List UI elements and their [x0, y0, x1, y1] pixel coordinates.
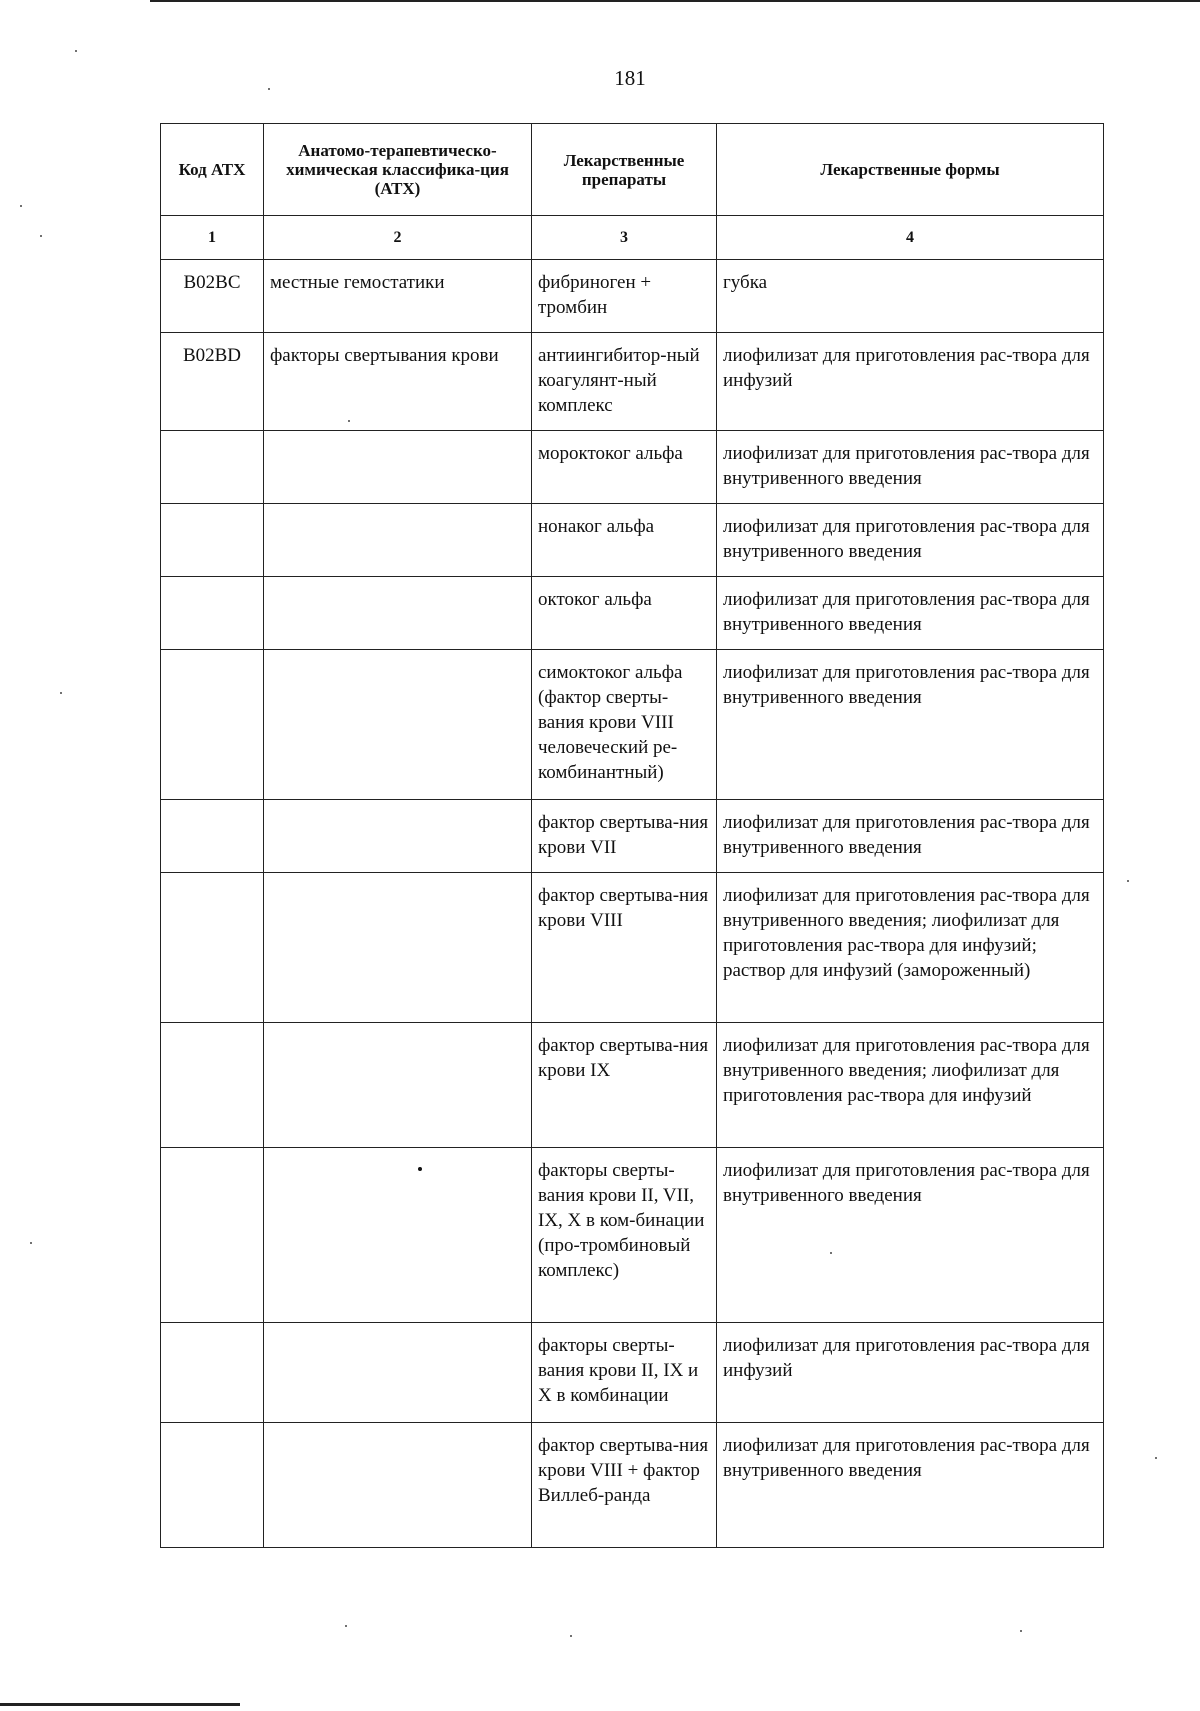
scan-speck: [348, 420, 350, 422]
scan-speck: [1127, 880, 1129, 882]
scan-speck: [570, 1635, 572, 1637]
scan-speck: [268, 88, 270, 90]
page-number: 181: [614, 66, 646, 90]
drug-cell: фактор свертыва-ния крови VIII: [532, 873, 717, 1023]
drug-cell: антиингибитор-ный коагулянт-ный комплекс: [532, 333, 717, 431]
drug-cell: фибриноген + тромбин: [532, 260, 717, 333]
classification-cell: [264, 1423, 532, 1548]
forms-cell: лиофилизат для приготовления рас-твора для инфузий: [717, 1323, 1104, 1423]
scan-speck: [830, 1252, 832, 1254]
table-row: [161, 431, 1104, 504]
forms-cell: лиофилизат для приготовления рас-твора для внутривенного введения: [717, 1423, 1104, 1548]
classification-cell: [264, 431, 532, 504]
scan-speck: [1020, 1630, 1022, 1632]
table-row: [161, 504, 1104, 577]
bottom-border-line: [0, 1703, 240, 1706]
scan-speck: [20, 205, 22, 207]
classification-cell: [264, 873, 532, 1023]
forms-cell: губка: [717, 260, 1104, 333]
classification-cell: местные гемостатики: [264, 260, 532, 333]
drug-cell: мороктоког альфа: [532, 431, 717, 504]
atc-code-cell: [161, 577, 264, 650]
drug-cell: симоктоког альфа (фактор сверты-вания крови VIII человеческий ре-комбинантный): [532, 650, 717, 800]
drug-cell: фактор свертыва-ния крови IX: [532, 1023, 717, 1148]
classification-cell: [264, 504, 532, 577]
forms-cell: лиофилизат для приготовления рас-твора для инфузий: [717, 333, 1104, 431]
forms-cell: лиофилизат для приготовления рас-твора для внутривенного введения; лиофилизат для приготовления рас-твора для инфузий; раствор для инфузий (замороженный): [717, 873, 1104, 1023]
classification-cell: [264, 800, 532, 873]
atc-code-cell: B02BC: [161, 260, 264, 333]
classification-cell: [264, 1323, 532, 1423]
top-border-line: [150, 0, 1200, 2]
column-number-row: [161, 216, 1104, 260]
forms-cell: лиофилизат для приготовления рас-твора для внутривенного введения: [717, 504, 1104, 577]
column-number: 3: [532, 216, 717, 260]
header-row: [161, 124, 1104, 216]
atc-code-cell: [161, 1023, 264, 1148]
atc-code-cell: [161, 650, 264, 800]
classification-cell: факторы свертывания крови: [264, 333, 532, 431]
atc-code-cell: [161, 504, 264, 577]
table-row: [161, 800, 1104, 873]
header-classification: Анатомо-терапевтическо-химическая классифика-ция (АТХ): [264, 124, 532, 216]
atc-code-cell: [161, 800, 264, 873]
atc-code-cell: [161, 1323, 264, 1423]
forms-cell: лиофилизат для приготовления рас-твора для внутривенного введения; лиофилизат для приготовления рас-твора для инфузий: [717, 1023, 1104, 1148]
column-number: 4: [717, 216, 1104, 260]
drug-cell: фактор свертыва-ния крови VII: [532, 800, 717, 873]
scan-speck: [1155, 1457, 1157, 1459]
atc-code-cell: [161, 1423, 264, 1548]
drug-cell: фактор свертыва-ния крови VIII + фактор Виллеб-ранда: [532, 1423, 717, 1548]
atc-code-cell: [161, 873, 264, 1023]
table-row: [161, 1023, 1104, 1148]
table-row: [161, 650, 1104, 800]
forms-cell: лиофилизат для приготовления рас-твора для внутривенного введения: [717, 650, 1104, 800]
table-row: [161, 1148, 1104, 1323]
header-forms: Лекарственные формы: [717, 124, 1104, 216]
table-row: [161, 577, 1104, 650]
scan-speck: [345, 1625, 347, 1627]
table-row: [161, 1323, 1104, 1423]
header-atc-code: Код АТХ: [161, 124, 264, 216]
table-row: [161, 260, 1104, 333]
drug-cell: факторы сверты-вания крови II, IX и X в комбинации: [532, 1323, 717, 1423]
drug-cell: факторы сверты-вания крови II, VII, IX, X в ком-бинации (про-тромбиновый комплекс): [532, 1148, 717, 1323]
scan-speck: [60, 692, 62, 694]
forms-cell: лиофилизат для приготовления рас-твора для внутривенного введения: [717, 431, 1104, 504]
forms-cell: лиофилизат для приготовления рас-твора для внутривенного введения: [717, 800, 1104, 873]
table-row: [161, 1423, 1104, 1548]
atc-code-cell: [161, 431, 264, 504]
classification-cell: [264, 1148, 532, 1323]
drug-cell: нонаког альфа: [532, 504, 717, 577]
forms-cell: лиофилизат для приготовления рас-твора для внутривенного введения: [717, 577, 1104, 650]
column-number: 1: [161, 216, 264, 260]
scan-speck: [30, 1242, 32, 1244]
drug-cell: октоког альфа: [532, 577, 717, 650]
atc-code-cell: B02BD: [161, 333, 264, 431]
column-number: 2: [264, 216, 532, 260]
forms-cell: лиофилизат для приготовления рас-твора для внутривенного введения: [717, 1148, 1104, 1323]
classification-cell: [264, 650, 532, 800]
scan-speck: [418, 1167, 422, 1171]
classification-cell: [264, 1023, 532, 1148]
scan-speck: [40, 235, 42, 237]
table-row: [161, 333, 1104, 431]
classification-cell: [264, 577, 532, 650]
table-row: [161, 873, 1104, 1023]
atc-code-cell: [161, 1148, 264, 1323]
header-drugs: Лекарственные препараты: [532, 124, 717, 216]
scan-speck: [75, 50, 77, 52]
drug-table: [160, 123, 1104, 1548]
